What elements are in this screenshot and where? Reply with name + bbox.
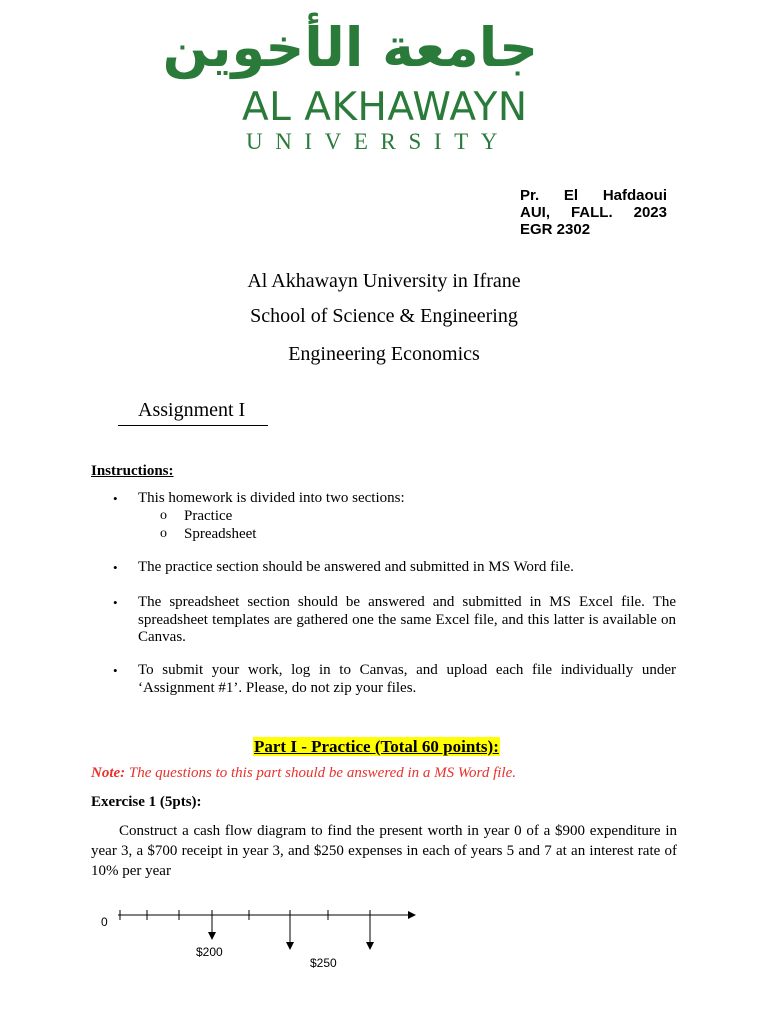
logo-university-name: AL AKHAWAYN	[242, 85, 528, 130]
exercise1-text: Construct a cash flow diagram to find the present worth in year 0 of a $900 expenditure in year 3, a $700 receipt in year 3, and $250 expenses in each of years 5 and 7 at an interest rate of 10% per year	[91, 823, 677, 879]
assignment-title: Assignment I	[138, 399, 246, 421]
logo-university-subtitle: UNIVERSITY	[246, 129, 510, 154]
section-spreadsheet: Spreadsheet	[184, 526, 257, 542]
diagram-amount-200: $200	[196, 945, 223, 959]
header-professor-first: El	[563, 187, 579, 204]
bullet-dot: •	[113, 491, 118, 506]
sub-bullet-marker: o	[160, 508, 167, 523]
course-title: Engineering Economics	[288, 343, 480, 365]
header-term	[520, 204, 667, 222]
sub-bullet-marker: o	[160, 526, 167, 541]
logo-arabic-text: جامعة الأخوين	[162, 16, 538, 79]
assignment-underline	[118, 425, 268, 426]
instruction-sections: This homework is divided into two sections:	[138, 490, 405, 506]
cash-flow-arrowhead-1	[208, 932, 216, 940]
part1-title: Part I - Practice (Total 60 points):	[254, 737, 499, 756]
note-label: Note:	[91, 765, 126, 781]
header-professor	[520, 187, 667, 205]
header-course-code	[520, 221, 667, 239]
diagram-amount-250: $250	[310, 956, 337, 970]
header-professor-last: Hafdaoui	[602, 187, 667, 204]
diagram-zero-label: 0	[101, 915, 108, 929]
cash-flow-arrowhead-3	[366, 942, 374, 950]
bullet-dot: •	[113, 663, 118, 678]
timeline-arrowhead	[408, 911, 416, 919]
cash-flow-arrowhead-2	[286, 942, 294, 950]
instruction-canvas-upload: To submit your work, log in to Canvas, and upload each file individually under ‘Assignment #1’. Please, do not zip your files.	[138, 662, 676, 696]
header-semester: FALL.	[570, 204, 613, 221]
header-professor-title: Pr.	[520, 187, 540, 204]
exercise1-heading: Exercise 1 (5pts):	[91, 794, 202, 810]
bullet-dot: •	[113, 595, 118, 610]
instruction-spreadsheet-submit: The spreadsheet section should be answered and submitted in MS Excel file. The spreadsheet templates are gathered one the same Excel file, and this latter is available on Canvas.	[138, 594, 676, 645]
university-title: Al Akhawayn University in Ifrane	[247, 270, 521, 292]
note-text: The questions to this part should be answered in a MS Word file.	[125, 765, 516, 781]
cash-flow-diagram	[90, 895, 430, 985]
school-title: School of Science & Engineering	[250, 305, 518, 327]
bullet-dot: •	[113, 560, 118, 575]
instructions-heading: Instructions:	[91, 463, 174, 479]
header-year: 2023	[633, 204, 667, 221]
instruction-practice-submit: The practice section should be answered and submitted in MS Word file.	[138, 559, 574, 575]
part1-note	[91, 765, 516, 782]
header-school: AUI,	[520, 204, 550, 221]
section-practice: Practice	[184, 508, 233, 524]
course-code: EGR 2302	[520, 221, 591, 238]
